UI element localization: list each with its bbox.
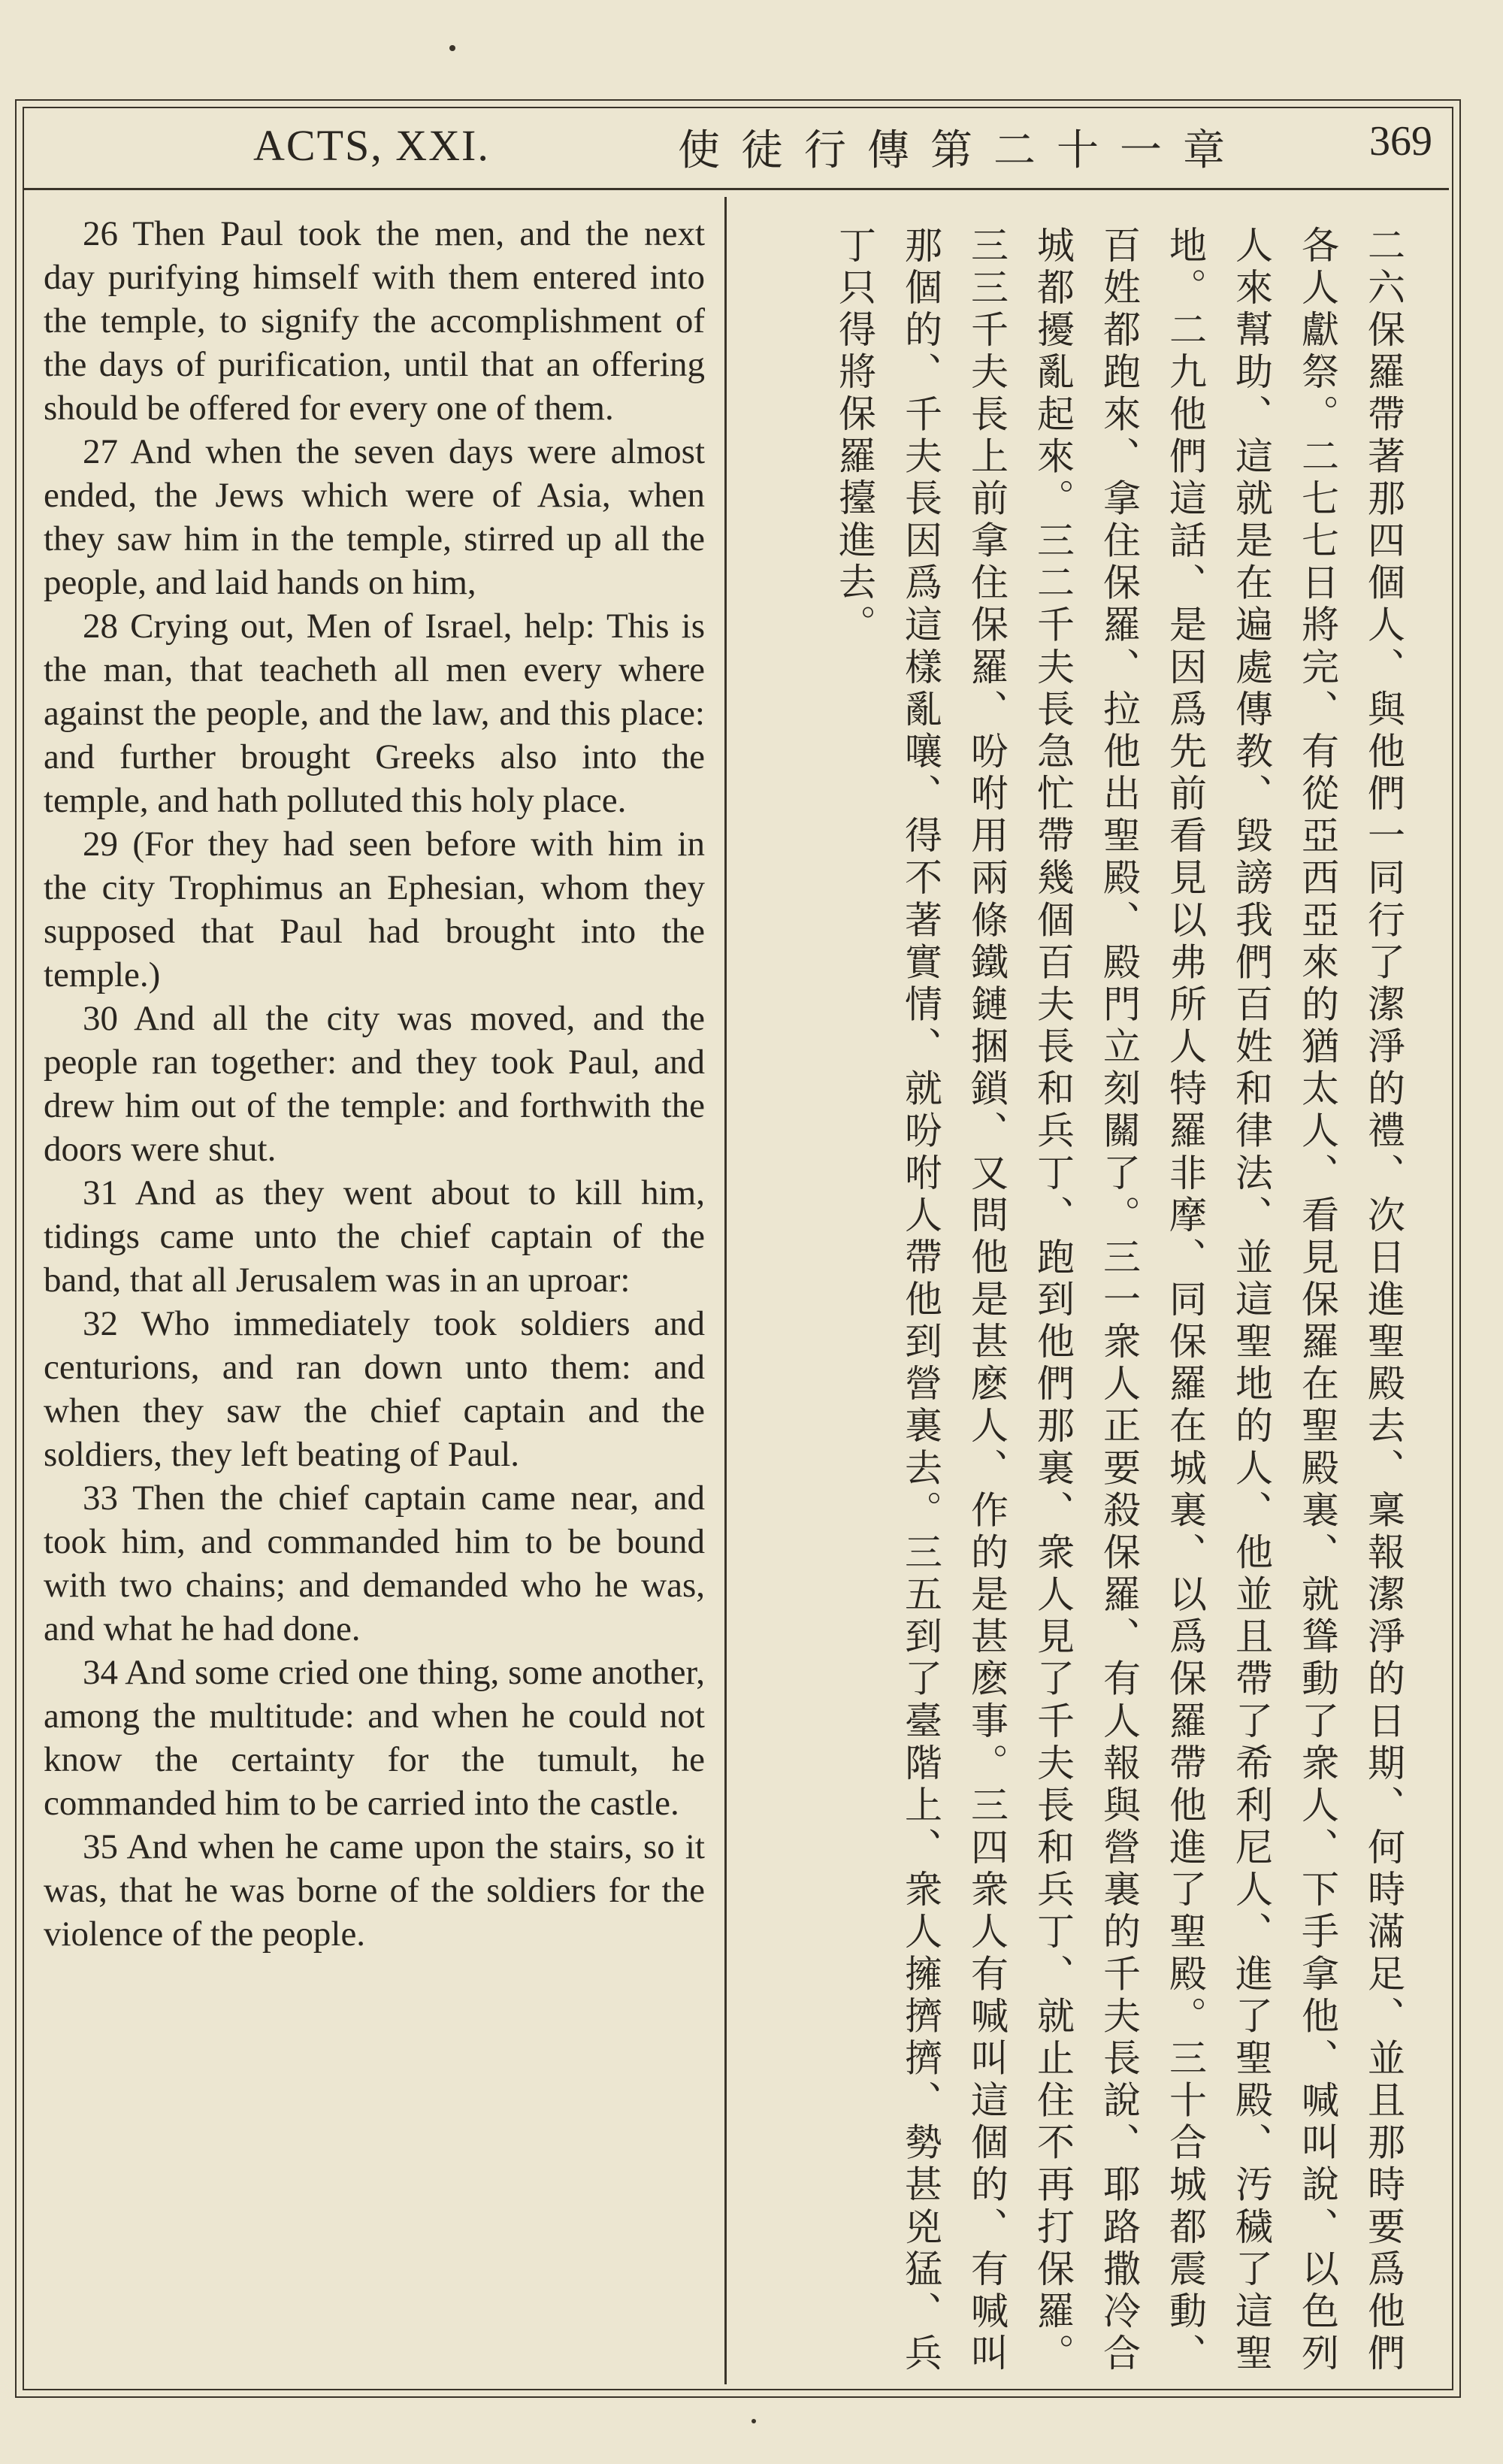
english-column [44, 212, 705, 1956]
verse-27: 27 And when the seven days were almost ended, the Jews which were of Asia, when they saw him in the temple, stirred up all the people, and laid hands on him, [44, 432, 705, 602]
verse-26: 26 Then Paul took the men, and the next day purifying himself with them entered into the temple, to signify the accomplishment of the days of purification, until that an offering should be offered for every one of them. [44, 214, 705, 428]
print-speck-bottom [752, 2419, 756, 2423]
verse-35: 35 And when he came upon the stairs, so it was, that he was borne of the soldiers for the violence of the people. [44, 1827, 705, 1954]
header-english-title: ACTS, XXI. [253, 121, 490, 170]
verse-30: 30 And all the city was moved, and the people ran together: and they took Paul, and drew him out of the temple: and forthwith the doors were shut. [44, 999, 705, 1169]
verse-28: 28 Crying out, Men of Israel, help: This is the man, that teacheth all men every where against the people, and the law, and this place: and further brought Greeks also into the temple, and hath polluted this holy place. [44, 607, 705, 820]
chinese-column: 二六保羅帶著那四個人、與他們一同行了潔淨的禮、次日進聖殿去、稟報潔淨的日期、何時滿足、並且那時要爲他們各人獻祭。二七七日將完、有從亞西亞來的猶太人、看見保羅在聖殿裏、就聳動了衆人、下手拿他、喊叫說、以色列人來幫助、這就是在遍處傳教、毀謗我們百姓和律法、並這聖地的人、他並且帶了希利尼人、進了聖殿、汚穢了這聖地。二九他們這話、是因爲先前看見以弗所人特羅非摩、同保羅在城裏、以爲保羅帶他進了聖殿。三十合城都震動、百姓都跑來、拿住保羅、拉他出聖殿、殿門立刻關了。三一衆人正要殺保羅、有人報與營裏的千夫長說、耶路撒冷合城都擾亂起來。三二千夫長急忙帶幾個百夫長和兵丁、跑到他們那裏、衆人見了千夫長和兵丁、就止住不再打保羅。三三千夫長上前拿住保羅、吩咐用兩條鐵鏈捆鎖、又問他是甚麽人、作的是甚麽事。三四衆人有喊叫這個的、有喊叫那個的、千夫長因爲這樣亂嚷、得不著實情、就吩咐人帶他到營裏去。三五到了臺階上、衆人擁擠擠、勢甚兇猛、兵丁只得將保羅擡進去。 [833, 226, 1405, 2375]
print-speck-top [449, 45, 455, 51]
verse-34: 34 And some cried one thing, some another, among the multitude: and when he could not know the certainty for the tumult, he commanded him to be carried into the castle. [44, 1653, 705, 1823]
verse-31: 31 And as they went about to kill him, tidings came unto the chief captain of the band, that all Jerusalem was in an uproar: [44, 1173, 705, 1300]
verse-33: 33 Then the chief captain came near, and took him, and commanded him to be bound with two chains; and demanded who he was, and what he had done. [44, 1479, 705, 1648]
header-chinese-title: 使徒行傳第二十一章 [678, 126, 1246, 175]
verse-32: 32 Who immediately took soldiers and centurions, and ran down unto them: and when they saw the chief captain and the soldiers, they left beating of Paul. [44, 1304, 705, 1474]
page-number: 369 [1369, 118, 1432, 165]
verse-29: 29 (For they had seen before with him in the city Trophimus an Ephesian, whom they supposed that Paul had brought into the temple.) [44, 825, 705, 994]
running-header [24, 107, 1449, 190]
column-divider [724, 197, 727, 2384]
